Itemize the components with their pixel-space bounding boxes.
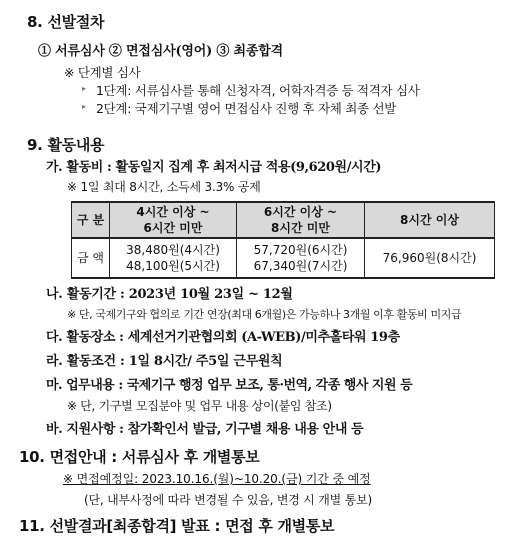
activity-duties: 마. 업무내용 : 국제기구 행정 업무 보조, 통·번역, 각종 행사 지원 등 <box>46 378 413 393</box>
header-category: 구 분 <box>72 202 110 238</box>
selection-steps: ① 서류심사 ② 면접심사(영어) ③ 최종합격 <box>38 44 283 59</box>
activity-pay: 가. 활동비 : 활동일지 집계 후 최저시급 적용(9,620원/시간) <box>46 160 382 175</box>
section-11-heading: 11. 선발결과[최종합격] 발표 : 면접 후 개별통보 <box>19 517 335 535</box>
activity-support: 바. 지원사항 : 참가확인서 발급, 기구별 채용 내용 안내 등 <box>46 422 364 437</box>
interview-change-note: (단, 내부사정에 따라 변경될 수 있음, 변경 시 개별 통보) <box>84 493 372 507</box>
activity-duties-note: ※ 단, 기구별 모집분야 및 업무 내용 상이(붙임 참조) <box>67 399 332 413</box>
interview-date-note: ※ 면접예정일: 2023.10.16.(월)~10.20.(금) 기간 중 예정 <box>63 472 371 486</box>
header-6-8-hours: 6시간 이상 ~ 8시간 미만 <box>237 202 365 238</box>
triangle-bullet-icon: ▸ <box>82 102 87 111</box>
section-9-heading: 9. 활동내용 <box>27 136 105 154</box>
activity-period-note: ※ 단, 국제기구와 협의로 기간 연장(최대 6개월)은 가능하나 3개월 이후 활동비 미지급 <box>67 308 462 321</box>
header-8-plus-hours: 8시간 이상 <box>365 202 495 238</box>
activity-pay-note: ※ 1일 최대 8시간, 소득세 3.3% 공제 <box>67 180 261 194</box>
pay-table <box>71 201 495 279</box>
row-label-amount: 금 액 <box>72 238 110 278</box>
triangle-bullet-icon: ▸ <box>82 84 87 93</box>
header-4-6-hours: 4시간 이상 ~ 6시간 미만 <box>110 202 237 238</box>
stage-2-text: 2단계: 국제기구별 영어 면접심사 진행 후 자체 최종 선발 <box>96 101 397 116</box>
stage-note: ※ 단계별 심사 <box>64 65 141 80</box>
section-8-heading: 8. 선발절차 <box>27 13 105 31</box>
cell-6-8-hours: 57,720원(6시간) 67,340원(7시간) <box>237 238 365 278</box>
stage-1-text: 1단계: 서류심사를 통해 신청자격, 어학자격증 등 적격자 심사 <box>96 83 420 98</box>
cell-4-6-hours: 38,480원(4시간) 48,100원(5시간) <box>110 238 237 278</box>
section-10-heading: 10. 면접안내 : 서류심사 후 개별통보 <box>19 448 260 466</box>
cell-8-plus-hours: 76,960원(8시간) <box>365 238 495 278</box>
activity-location: 다. 활동장소 : 세계선거기관협의회 (A-WEB)/미추홀타워 19층 <box>46 330 400 345</box>
activity-period: 나. 활동기간 : 2023년 10월 23일 ~ 12월 <box>46 287 293 302</box>
activity-conditions: 라. 활동조건 : 1일 8시간/ 주5일 근무원칙 <box>46 354 283 369</box>
pay-table-row <box>72 238 495 278</box>
pay-table-header-row <box>72 202 495 238</box>
